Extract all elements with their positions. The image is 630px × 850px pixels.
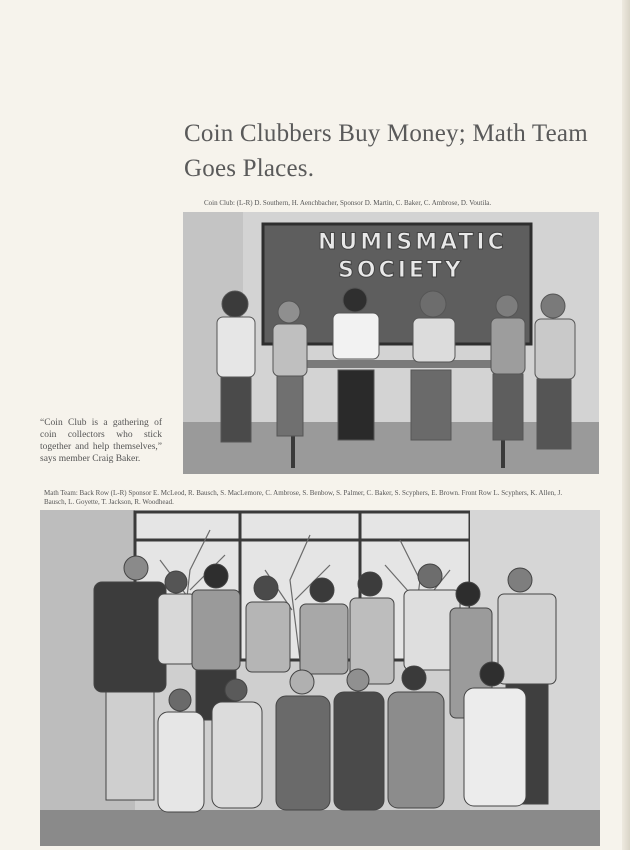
page-title: Coin Clubbers Buy Money; Math Team Goes Places.: [184, 120, 588, 182]
math-team-caption: Math Team: Back Row (L-R) Sponsor E. McLeod, R. Bausch, S. MacLemore, C. Ambrose, S. Benbow, S. Palmer, C. Baker, S. Scyphers, E. Brown. Front Row L. Scyphers, K. Allen, J. Bausch, L. Goyette, T. Jackson, R. Woodhead.: [44, 489, 563, 506]
chalkboard-text-line1: NUMISMATIC: [318, 230, 507, 255]
page-edge: [622, 0, 630, 850]
chalkboard-text-line2: SOCIETY: [338, 258, 464, 283]
coin-club-quote: “Coin Club is a gathering of coin collectors who stick together and help themselves,” says member Craig Baker.: [40, 418, 162, 464]
coin-club-caption: Coin Club: (L-R) D. Southern, H. Aenchbacher, Sponsor D. Martin, C. Baker, C. Ambrose, D. Voutila.: [204, 199, 492, 207]
math-team-photo: [40, 510, 600, 846]
